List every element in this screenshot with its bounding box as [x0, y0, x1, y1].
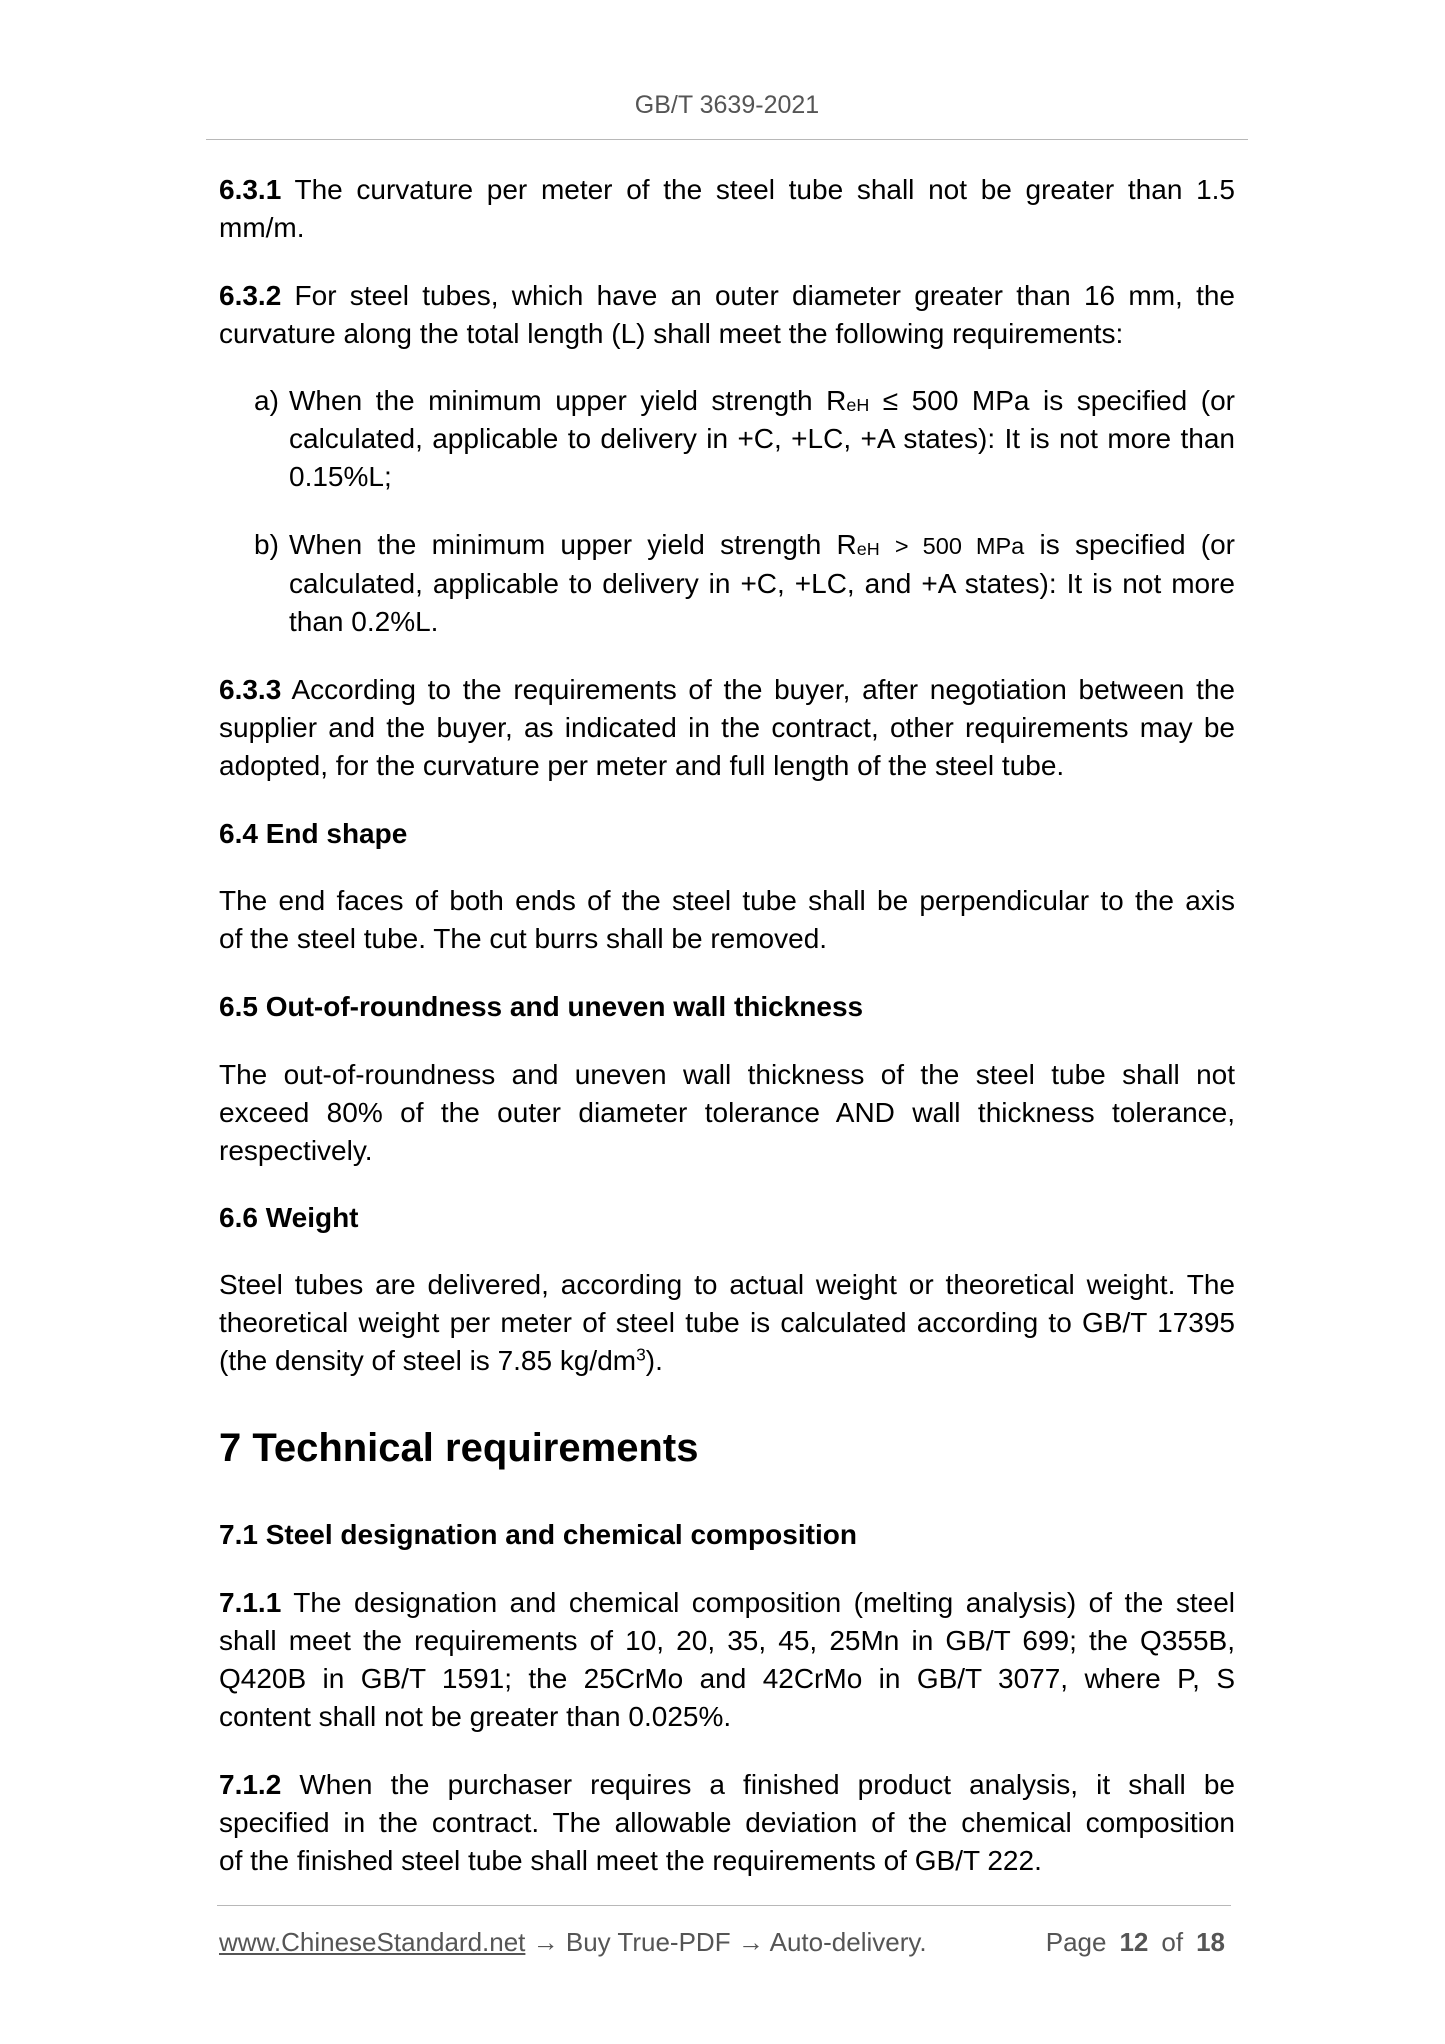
paragraph-line: exceed 80% of the outer diameter tolerance AND wall thickness tolerance,: [219, 1097, 1235, 1128]
page-indicator: [1046, 1925, 1225, 1959]
header-divider: [206, 139, 1248, 140]
page-label: Page: [1045, 1927, 1107, 1957]
subscript-eh: eH: [856, 539, 880, 560]
paragraph-line: The end faces of both ends of the steel tube shall be perpendicular to the axis: [219, 885, 1235, 916]
subscript-eh: eH: [846, 395, 870, 416]
paragraph-text: ).: [645, 1345, 663, 1376]
section-heading-6-6: 6.6 Weight: [219, 1202, 359, 1233]
list-item-line: calculated, applicable to delivery in +C, +LC, and +A states): It is not more: [289, 568, 1235, 599]
clause-number: 7.1.2: [219, 1769, 282, 1800]
clause-6-3-3: [219, 671, 1235, 785]
clause-line: shall meet the requirements of 10, 20, 35, 45, 25Mn in GB/T 699; the Q355B,: [219, 1625, 1235, 1656]
clause-text: According to the requirements of the buyer, after negotiation between the: [291, 674, 1235, 705]
paragraph-line: Steel tubes are delivered, according to actual weight or theoretical weight. The: [219, 1269, 1235, 1300]
list-item-text: When the minimum upper yield strength R: [289, 385, 847, 416]
paragraph-line: of the steel tube. The cut burrs shall be removed.: [219, 923, 828, 954]
arrow-right-icon: →: [532, 1927, 559, 1957]
clause-line: [219, 1584, 1235, 1622]
list-item-text: ≤ 500 MPa is specified (or: [882, 385, 1235, 416]
website-link[interactable]: www.ChineseStandard.net: [219, 1927, 526, 1957]
clause-line: supplier and the buyer, as indicated in the contract, other requirements may be: [219, 712, 1235, 743]
clause-number: 6.3.1: [219, 174, 282, 205]
paragraph-line: The out-of-roundness and uneven wall thickness of the steel tube shall not: [219, 1059, 1235, 1090]
footer-divider: [217, 1905, 1231, 1906]
clause-6-3-1: [219, 171, 1235, 247]
list-item-label: a): [254, 385, 279, 416]
paragraph-6-5: [219, 1056, 1235, 1170]
clause-text: The curvature per meter of the steel tube shall not be greater than 1.5: [294, 174, 1236, 205]
clause-number: 6.3.2: [219, 280, 282, 311]
list-item-b: [254, 526, 1235, 641]
clause-text: When the purchaser requires a finished product analysis, it shall be: [299, 1769, 1235, 1800]
clause-7-1-2: [219, 1766, 1235, 1880]
list-item-value: > 500 MPa: [894, 533, 1025, 559]
paragraph-text: (the density of steel is 7.85 kg/dm: [219, 1345, 637, 1376]
clause-number: 7.1.1: [219, 1587, 282, 1618]
list-item-line: [289, 382, 1235, 420]
clause-line: [219, 1766, 1235, 1804]
page-current: 12: [1119, 1927, 1149, 1957]
clause-6-3-2: [219, 277, 1235, 353]
list-item-text: When the minimum upper yield strength R: [289, 529, 857, 560]
paragraph-6-6: [219, 1266, 1235, 1380]
paragraph-line: [219, 1342, 1235, 1380]
paragraph-line: theoretical weight per meter of steel tube is calculated according to GB/T 17395: [219, 1307, 1235, 1338]
arrow-right-icon: →: [737, 1927, 764, 1957]
section-heading-7-1: 7.1 Steel designation and chemical composition: [219, 1519, 857, 1550]
list-item-line: [289, 526, 1235, 565]
list-item-a: [254, 382, 1235, 496]
paragraph-6-4: [219, 882, 1235, 958]
list-item-text: is specified (or: [1039, 529, 1235, 560]
clause-line: content shall not be greater than 0.025%.: [219, 1701, 732, 1732]
footer-buy-text: Buy True-PDF: [565, 1927, 731, 1957]
clause-line: adopted, for the curvature per meter and full length of the steel tube.: [219, 750, 1065, 781]
clause-line: [219, 277, 1235, 315]
clause-text: The designation and chemical composition (melting analysis) of the steel: [293, 1587, 1235, 1618]
clause-line: [219, 171, 1235, 209]
list-item-line: calculated, applicable to delivery in +C, +LC, +A states): It is not more than: [289, 423, 1235, 454]
clause-line: mm/m.: [219, 212, 305, 243]
section-heading-6-4: 6.4 End shape: [219, 818, 408, 849]
superscript-3: 3: [636, 1344, 646, 1365]
clause-line: of the finished steel tube shall meet the requirements of GB/T 222.: [219, 1845, 1042, 1876]
clause-line: specified in the contract. The allowable deviation of the chemical composition: [219, 1807, 1235, 1838]
section-heading-6-5: 6.5 Out-of-roundness and uneven wall thickness: [219, 991, 864, 1022]
clause-line: Q420B in GB/T 1591; the 25CrMo and 42CrMo in GB/T 3077, where P, S: [219, 1663, 1235, 1694]
list-item-line: than 0.2%L.: [289, 606, 439, 637]
paragraph-line: respectively.: [219, 1135, 373, 1166]
footer-delivery-text: Auto-delivery.: [769, 1927, 927, 1957]
list-item-label: b): [254, 529, 279, 560]
clause-line: curvature along the total length (L) shall meet the following requirements:: [219, 318, 1124, 349]
chapter-heading-7: 7 Technical requirements: [219, 1426, 699, 1470]
clause-7-1-1: [219, 1584, 1235, 1736]
clause-number: 6.3.3: [219, 674, 282, 705]
clause-text: For steel tubes, which have an outer diameter greater than 16 mm, the: [294, 280, 1236, 311]
list-item-line: 0.15%L;: [289, 461, 392, 492]
page-of-label: of: [1161, 1927, 1184, 1957]
footer-promo: [219, 1925, 927, 1959]
document-header-title: GB/T 3639-2021: [634, 91, 820, 119]
clause-line: [219, 671, 1235, 709]
page-total: 18: [1196, 1927, 1225, 1957]
